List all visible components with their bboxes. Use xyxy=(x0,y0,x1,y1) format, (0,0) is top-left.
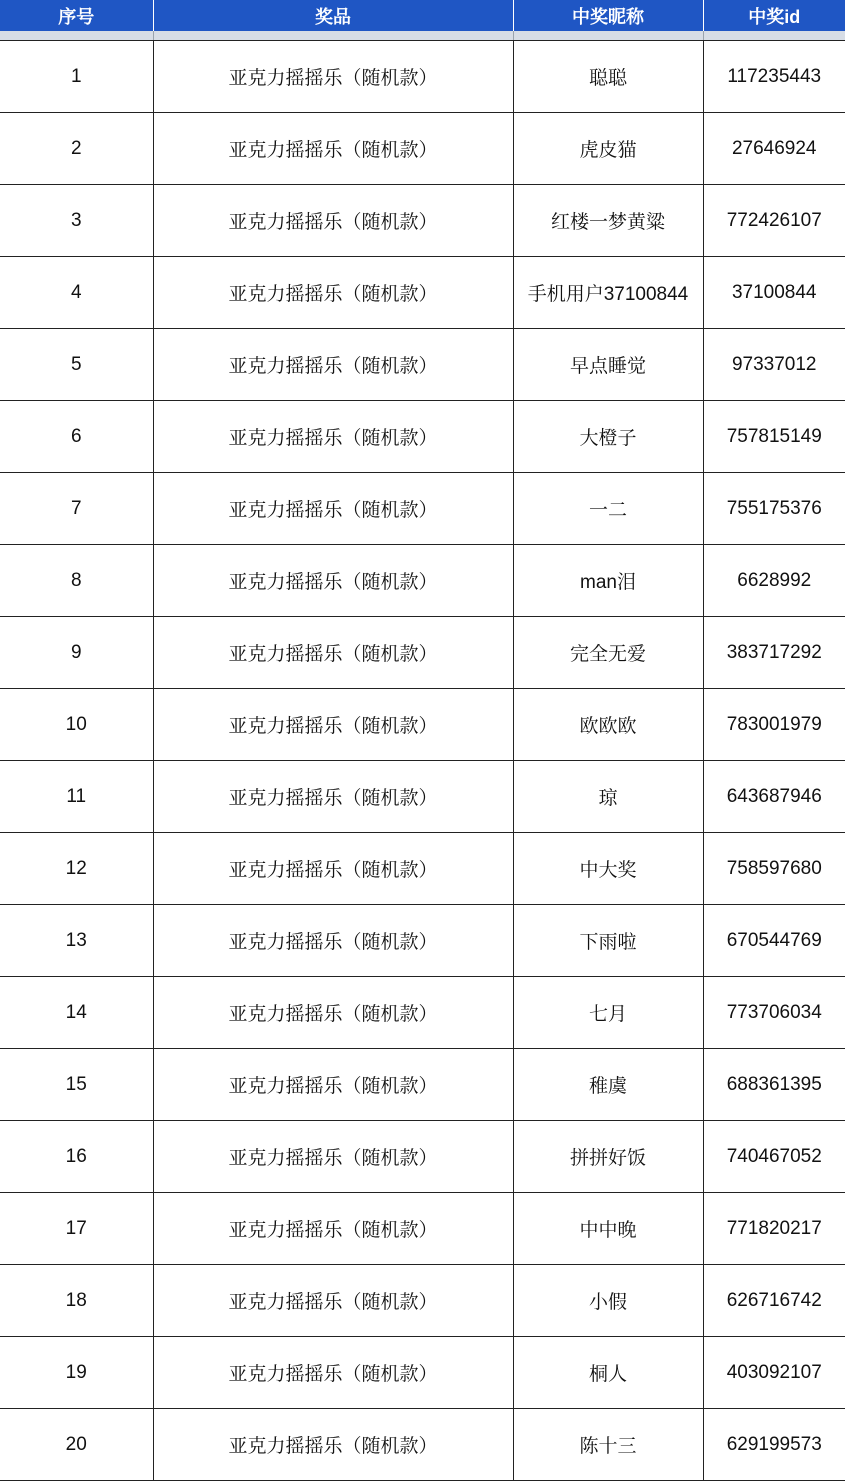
table-row xyxy=(0,1121,845,1193)
cell-winner-id: 773706034 xyxy=(703,977,845,1049)
cell-prize: 亚克力摇摇乐（随机款） xyxy=(153,617,513,689)
cell-prize: 亚克力摇摇乐（随机款） xyxy=(153,401,513,473)
header-index: 序号 xyxy=(0,0,153,31)
cell-nickname: 桐人 xyxy=(513,1337,703,1409)
cell-prize: 亚克力摇摇乐（随机款） xyxy=(153,473,513,545)
cell-prize: 亚克力摇摇乐（随机款） xyxy=(153,257,513,329)
cell-nickname: 中大奖 xyxy=(513,833,703,905)
divider-cell xyxy=(703,31,845,41)
cell-winner-id: 740467052 xyxy=(703,1121,845,1193)
cell-index: 6 xyxy=(0,401,153,473)
header-row xyxy=(0,0,845,31)
table-row xyxy=(0,545,845,617)
table-row xyxy=(0,761,845,833)
cell-prize: 亚克力摇摇乐（随机款） xyxy=(153,1265,513,1337)
cell-prize: 亚克力摇摇乐（随机款） xyxy=(153,905,513,977)
cell-index: 10 xyxy=(0,689,153,761)
cell-nickname: 下雨啦 xyxy=(513,905,703,977)
cell-prize: 亚克力摇摇乐（随机款） xyxy=(153,689,513,761)
cell-winner-id: 755175376 xyxy=(703,473,845,545)
cell-nickname: 虎皮猫 xyxy=(513,113,703,185)
cell-prize: 亚克力摇摇乐（随机款） xyxy=(153,833,513,905)
cell-index: 14 xyxy=(0,977,153,1049)
table-row xyxy=(0,113,845,185)
cell-index: 13 xyxy=(0,905,153,977)
table-row xyxy=(0,257,845,329)
header-winner-id: 中奖id xyxy=(703,0,845,31)
cell-nickname: 红楼一梦黄粱 xyxy=(513,185,703,257)
cell-index: 1 xyxy=(0,41,153,113)
table-body xyxy=(0,41,845,1481)
cell-winner-id: 688361395 xyxy=(703,1049,845,1121)
table-row xyxy=(0,41,845,113)
cell-winner-id: 629199573 xyxy=(703,1409,845,1481)
cell-index: 4 xyxy=(0,257,153,329)
divider-cell xyxy=(0,31,153,41)
cell-index: 7 xyxy=(0,473,153,545)
cell-index: 15 xyxy=(0,1049,153,1121)
cell-index: 20 xyxy=(0,1409,153,1481)
cell-index: 17 xyxy=(0,1193,153,1265)
header-divider xyxy=(0,31,845,41)
cell-index: 18 xyxy=(0,1265,153,1337)
cell-prize: 亚克力摇摇乐（随机款） xyxy=(153,761,513,833)
cell-winner-id: 758597680 xyxy=(703,833,845,905)
cell-nickname: 早点睡觉 xyxy=(513,329,703,401)
table-row xyxy=(0,1265,845,1337)
cell-index: 3 xyxy=(0,185,153,257)
cell-nickname: 小假 xyxy=(513,1265,703,1337)
cell-prize: 亚克力摇摇乐（随机款） xyxy=(153,977,513,1049)
cell-nickname: 中中晚 xyxy=(513,1193,703,1265)
cell-winner-id: 771820217 xyxy=(703,1193,845,1265)
header-prize: 奖品 xyxy=(153,0,513,31)
cell-nickname: 聪聪 xyxy=(513,41,703,113)
cell-winner-id: 783001979 xyxy=(703,689,845,761)
cell-winner-id: 37100844 xyxy=(703,257,845,329)
cell-prize: 亚克力摇摇乐（随机款） xyxy=(153,1121,513,1193)
table-row xyxy=(0,905,845,977)
cell-index: 16 xyxy=(0,1121,153,1193)
table-row xyxy=(0,1193,845,1265)
cell-nickname: 拼拼好饭 xyxy=(513,1121,703,1193)
cell-nickname: 一二 xyxy=(513,473,703,545)
cell-nickname: 琼 xyxy=(513,761,703,833)
cell-winner-id: 772426107 xyxy=(703,185,845,257)
table-row xyxy=(0,1337,845,1409)
cell-winner-id: 27646924 xyxy=(703,113,845,185)
cell-prize: 亚克力摇摇乐（随机款） xyxy=(153,545,513,617)
cell-prize: 亚克力摇摇乐（随机款） xyxy=(153,185,513,257)
cell-index: 11 xyxy=(0,761,153,833)
cell-prize: 亚克力摇摇乐（随机款） xyxy=(153,1049,513,1121)
cell-nickname: 完全无爱 xyxy=(513,617,703,689)
divider-cell xyxy=(513,31,703,41)
cell-winner-id: 383717292 xyxy=(703,617,845,689)
table-row xyxy=(0,473,845,545)
cell-nickname: 手机用户37100844 xyxy=(513,257,703,329)
cell-winner-id: 97337012 xyxy=(703,329,845,401)
cell-prize: 亚克力摇摇乐（随机款） xyxy=(153,1409,513,1481)
cell-nickname: 陈十三 xyxy=(513,1409,703,1481)
cell-winner-id: 403092107 xyxy=(703,1337,845,1409)
cell-index: 19 xyxy=(0,1337,153,1409)
table-row xyxy=(0,689,845,761)
table-header xyxy=(0,0,845,41)
cell-index: 9 xyxy=(0,617,153,689)
table-row xyxy=(0,185,845,257)
table-row xyxy=(0,833,845,905)
divider-cell xyxy=(153,31,513,41)
table-row xyxy=(0,1409,845,1481)
header-nickname: 中奖昵称 xyxy=(513,0,703,31)
table-row xyxy=(0,617,845,689)
cell-prize: 亚克力摇摇乐（随机款） xyxy=(153,41,513,113)
cell-index: 2 xyxy=(0,113,153,185)
cell-nickname: man泪 xyxy=(513,545,703,617)
table-row xyxy=(0,329,845,401)
cell-winner-id: 626716742 xyxy=(703,1265,845,1337)
cell-prize: 亚克力摇摇乐（随机款） xyxy=(153,113,513,185)
cell-winner-id: 757815149 xyxy=(703,401,845,473)
table-row xyxy=(0,977,845,1049)
table-row xyxy=(0,1049,845,1121)
cell-prize: 亚克力摇摇乐（随机款） xyxy=(153,1337,513,1409)
cell-prize: 亚克力摇摇乐（随机款） xyxy=(153,1193,513,1265)
cell-winner-id: 6628992 xyxy=(703,545,845,617)
cell-index: 5 xyxy=(0,329,153,401)
cell-winner-id: 670544769 xyxy=(703,905,845,977)
cell-nickname: 七月 xyxy=(513,977,703,1049)
cell-nickname: 稚虞 xyxy=(513,1049,703,1121)
cell-nickname: 欧欧欧 xyxy=(513,689,703,761)
cell-nickname: 大橙子 xyxy=(513,401,703,473)
table-row xyxy=(0,401,845,473)
cell-index: 12 xyxy=(0,833,153,905)
cell-prize: 亚克力摇摇乐（随机款） xyxy=(153,329,513,401)
cell-winner-id: 643687946 xyxy=(703,761,845,833)
cell-index: 8 xyxy=(0,545,153,617)
cell-winner-id: 117235443 xyxy=(703,41,845,113)
